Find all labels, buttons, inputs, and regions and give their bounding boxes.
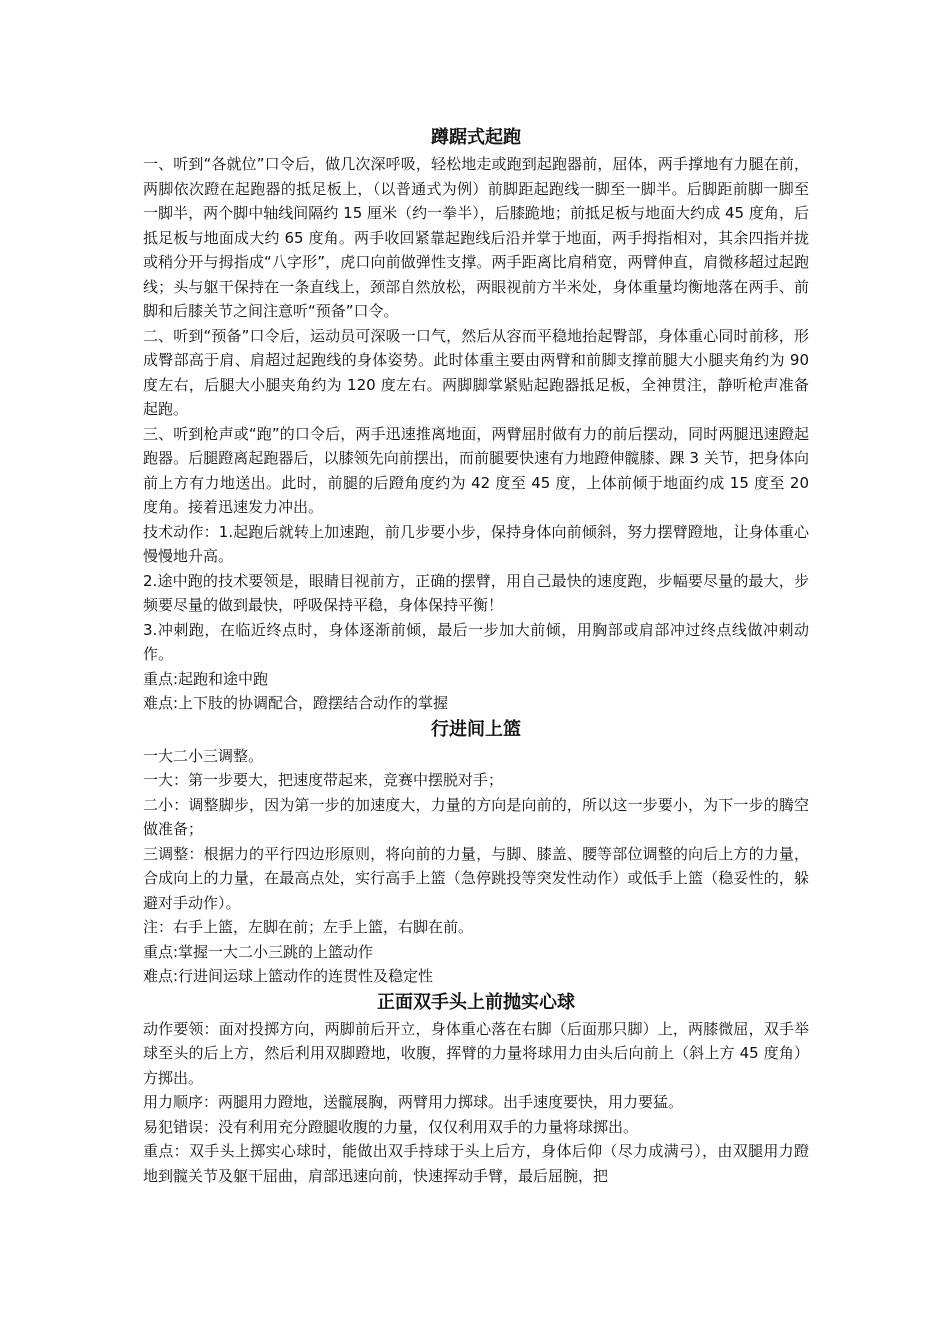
document-body [143,124,809,1188]
paragraph: 2.途中跑的技术要领是，眼睛目视前方，正确的摆臂，用自己最快的速度跑，步幅要尽量的最大，步频要尽量的做到最快，呼吸保持平稳，身体保持平衡！ [143,571,809,614]
paragraph: 二、听到“预备”口令后，运动员可深吸一口气，然后从容而平稳地抬起臀部，身体重心同时前移，形成臀部高于肩、肩超过起跑线的身体姿势。此时体重主要由两臂和前脚支撑前腿大小腿夹角约为 90 度左右，后腿大小腿夹角约为 120 度左右。两脚脚掌紧贴起跑器抵足板，全神贯注，静听枪声准备起跑。 [143,326,809,418]
paragraph: 一大：第一步要大，把速度带起来，竞赛中摆脱对手； [143,771,504,789]
paragraph: 3.冲刺跑，在临近终点时，身体逐渐前倾，最后一步加大前倾，用胸部或肩部冲过终点线做冲刺动作。 [143,620,809,663]
paragraph: 用力顺序：两腿用力蹬地，送髋展胸，两臂用力掷球。出手速度要快，用力要猛。 [143,1093,684,1111]
difficulty-point: 难点:行进间运球上篮动作的连贯性及稳定性 [143,967,434,985]
key-point: 重点：双手头上掷实心球时，能做出双手持球于头上后方，身体后仰（尽力成满弓），由双腿用力蹬地到髋关节及躯干屈曲，肩部迅速向前，快速挥动手臂，最后屈腕，把 [143,1142,809,1185]
paragraph: 三调整：根据力的平行四边形原则，将向前的力量，与脚、膝盖、腰等部位调整的向后上方的力量，合成向上的力量，在最高点处，实行高手上篮（急停跳投等突发性动作）或低手上篮（稳妥性的，躲避对手动作）。 [143,844,809,912]
paragraph: 易犯错误：没有利用充分蹬腿收腹的力量，仅仅利用双手的力量将球掷出。 [143,1117,639,1136]
section-title-layup: 行进间上篮 [431,718,521,740]
note: 注：右手上篮，左脚在前；左手上篮，右脚在前。 [143,918,474,936]
paragraph: 动作要领：面对投掷方向，两脚前后开立，身体重心落在右脚（后面那只脚）上，两膝微屈，双手举球至头的后上方，然后利用双脚蹬地，收腹，挥臂的力量将球用力由头后向前上（斜上方 45 度角）方掷出。 [143,1019,809,1087]
key-point: 重点:起跑和途中跑 [143,669,269,688]
paragraph: 技术动作：1.起跑后就转上加速跑，前几步要小步，保持身体向前倾斜，努力摆臂蹬地，让身体重心慢慢地升高。 [143,522,809,565]
key-point: 重点:掌握一大二小三跳的上篮动作 [143,942,374,961]
paragraph: 一、听到“各就位”口令后，做几次深呼吸，轻松地走或跑到起跑器前，屈体，两手撑地有力腿在前，两脚依次蹬在起跑器的抵足板上，（以普通式为例）前脚距起跑线一脚至一脚半。后脚距前脚一脚至一脚半，两个脚中轴线间隔约 15 厘米（约一拳半），后膝跪地；前抵足板与地面大约成 45 度角，后抵足板与地面成大约 65 度角。两手收回紧靠起跑线后沿并掌于地面，两手拇指相对，其余四指并拢或稍分开与拇指成“八字形”，虎口向前做弹性支撑。两手距离比肩稍宽，两臂伸直，肩微移超过起跑线；头与躯干保持在一条直线上，颈部自然放松，两眼视前方半米处，身体重量均衡地落在两手、前脚和后膝关节之间注意听“预备”口令。 [143,155,809,320]
section-title-sprint-start: 蹲踞式起跑 [431,127,521,148]
section-title-medicine-ball: 正面双手头上前抛实心球 [377,991,575,1013]
difficulty-point: 难点:上下肢的协调配合，蹬摆结合动作的掌握 [143,694,449,712]
paragraph: 二小：调整脚步，因为第一步的加速度大，力量的方向是向前的，所以这一步要小，为下一步的腾空做准备； [143,795,809,838]
paragraph: 三、听到枪声或“跑”的口令后，两手迅速推离地面，两臂屈肘做有力的前后摆动，同时两腿迅速蹬起跑器。后腿蹬离起跑器后，以膝领先向前摆出，而前腿要快速有力地蹬伸髋膝、踝 3 关节，把身体向前上方有力地送出。此时，前腿的后蹬角度约为 42 度至 45 度，上体前倾于地面约成 15 度至 20 度角。接着迅速发力冲出。 [143,424,809,516]
paragraph: 一大二小三调整。 [143,746,264,765]
